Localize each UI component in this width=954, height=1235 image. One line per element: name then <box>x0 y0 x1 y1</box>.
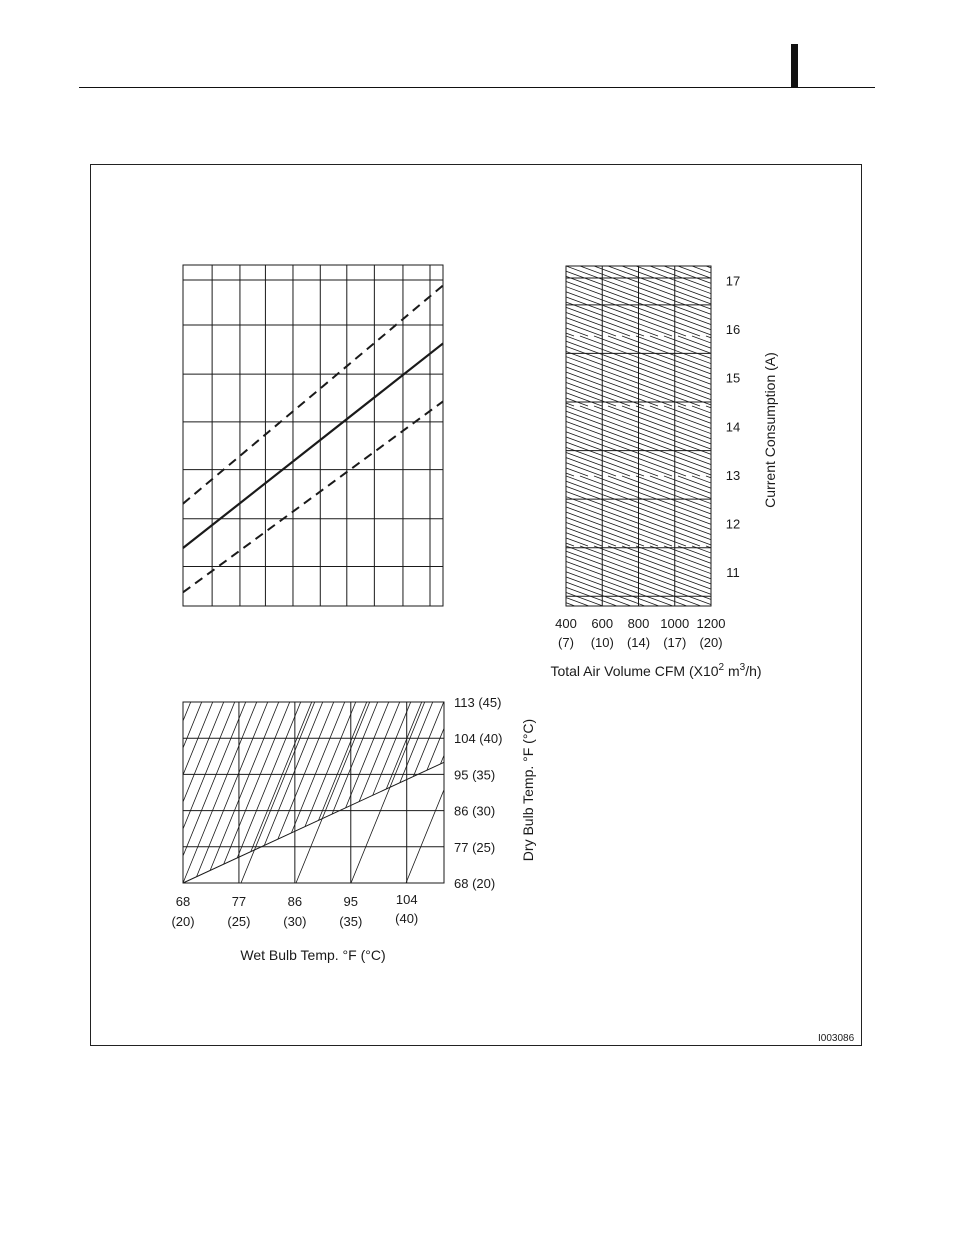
chart-b-hatch-line <box>272 406 462 476</box>
chart-b-hatch-line <box>398 336 588 406</box>
chart-c-xtick-sublabel: (20) <box>171 914 195 929</box>
chart-b-hatch-line <box>6 546 196 616</box>
chart-b-hatch-line <box>342 406 532 476</box>
chart-b-hatch-line <box>566 476 756 546</box>
chart-b-hatch-line <box>706 406 896 476</box>
chart-b-hatch-line <box>426 476 616 546</box>
chart-b-hatch-line <box>804 406 954 476</box>
chart-c-hatch-line <box>161 662 251 883</box>
chart-c-hatch-line <box>7 662 97 883</box>
chart-b-hatch-line <box>874 266 954 336</box>
chart-b-hatch-line <box>706 476 896 546</box>
chart-b-hatch-line <box>510 266 700 336</box>
chart-b-hatch-line <box>692 266 882 336</box>
chart-b-hatch-line <box>944 266 954 336</box>
chart-c-hatch-line <box>73 662 163 883</box>
chart-a-border <box>183 265 443 606</box>
chart-b-hatch-line <box>118 336 308 406</box>
chart-c-xtick-label: 104 <box>395 892 418 907</box>
chart-c-ytick-label: 68 (20) <box>454 876 496 891</box>
chart-b-hatch-line <box>860 406 954 476</box>
chart-c-xtick-label: 77 <box>231 894 247 909</box>
chart-b-hatch-line <box>384 406 574 476</box>
chart-b-hatch-line <box>622 406 812 476</box>
chart-b-hatch-line <box>482 336 672 406</box>
chart-b-x-ticks <box>555 616 725 650</box>
chart-b-hatch-line <box>832 336 954 406</box>
chart-b-hatch-line <box>132 336 322 406</box>
chart-c-hatch-line <box>0 662 86 883</box>
chart-b-hatch-line <box>370 336 560 406</box>
chart-b-hatch-line <box>510 336 700 406</box>
chart-b-hatch-line <box>860 546 954 616</box>
chart-a-grid <box>183 265 443 606</box>
chart-b-ytick-label: 15 <box>725 370 741 386</box>
chart-b-hatch-line <box>342 476 532 546</box>
chart-b-hatch <box>6 266 954 616</box>
chart-a-plot <box>183 265 443 606</box>
chart-b-hatch-line <box>370 476 560 546</box>
chart-b-hatch-line <box>888 336 954 406</box>
chart-b-hatch-line <box>664 406 854 476</box>
chart-b-hatch-line <box>804 546 954 616</box>
chart-c-hatch-line <box>0 662 64 883</box>
chart-b-hatch-line <box>720 476 910 546</box>
chart-b-hatch-line <box>216 476 406 546</box>
chart-b-hatch-line <box>692 476 882 546</box>
chart-b-xtick-label: 1000 <box>660 616 690 631</box>
chart-b-hatch-line <box>678 266 868 336</box>
chart-b-hatch-line <box>552 476 742 546</box>
chart-b-hatch-line <box>930 336 954 406</box>
chart-b-hatch-line <box>860 336 954 406</box>
chart-b-hatch-line <box>146 336 336 406</box>
chart-b-hatch-line <box>398 406 588 476</box>
chart-b-hatch-line <box>776 476 954 546</box>
chart-c-hatch <box>0 662 592 883</box>
chart-b-hatch-line <box>174 476 364 546</box>
chart-b-hatch-line <box>832 476 954 546</box>
chart-b-hatch-line <box>944 336 954 406</box>
chart-b-ylabel: Current Consumption (A) <box>762 352 778 508</box>
chart-b-hatch-line <box>552 406 742 476</box>
chart-c-hatch-line <box>172 662 262 883</box>
chart-c-ytick-label: 86 (30) <box>454 803 496 819</box>
chart-b-hatch-line <box>272 336 462 406</box>
chart-b-hatch-line <box>944 476 954 546</box>
chart-b-hatch-line <box>930 266 954 336</box>
chart-c-hatch-line <box>502 662 592 883</box>
chart-b-hatch-line <box>202 336 392 406</box>
chart-b-hatch-line <box>440 476 630 546</box>
chart-b-hatch-line <box>818 476 954 546</box>
chart-b-hatch-line <box>650 266 840 336</box>
chart-b-hatch-line <box>846 336 954 406</box>
chart-b-hatch-line <box>874 406 954 476</box>
chart-c-ylabel: Dry Bulb Temp. °F (°C) <box>520 718 536 862</box>
chart-b-hatch-line <box>328 476 518 546</box>
chart-b-ytick-label: 17 <box>725 273 741 289</box>
chart-b-hatch-line <box>146 406 336 476</box>
chart-b-hatch-line <box>846 476 954 546</box>
chart-b-hatch-line <box>846 266 954 336</box>
chart-b-hatch-line <box>90 476 280 546</box>
chart-b-hatch-line <box>650 336 840 406</box>
chart-b-xtick-label: 800 <box>627 616 650 631</box>
chart-b-hatch-line <box>622 336 812 406</box>
chart-b-hatch-line <box>412 406 602 476</box>
chart-b-hatch-line <box>832 406 954 476</box>
chart-b-hatch-line <box>244 336 434 406</box>
chart-b-hatch-line <box>776 406 954 476</box>
chart-b-hatch-line <box>944 546 954 616</box>
chart-b-hatch-line <box>188 336 378 406</box>
chart-b-hatch-line <box>664 336 854 406</box>
chart-b-hatch-line <box>916 476 954 546</box>
chart-c-hatch-line <box>84 662 174 883</box>
chart-b-hatch-line <box>174 336 364 406</box>
chart-b-hatch-line <box>384 476 574 546</box>
chart-c-hatch-line <box>128 662 218 883</box>
chart-b-hatch-line <box>762 336 952 406</box>
chart-b-hatch-line <box>20 546 210 616</box>
chart-b-hatch-line <box>902 266 954 336</box>
chart-b-hatch-line <box>412 476 602 546</box>
chart-b-hatch-line <box>902 476 954 546</box>
chart-b-hatch-line <box>594 336 784 406</box>
chart-b-hatch-line <box>888 546 954 616</box>
chart-a-series-line-1 <box>183 285 443 503</box>
chart-b-hatch-line <box>496 266 686 336</box>
chart-c-xtick-label: 68 <box>175 894 191 909</box>
chart-b-hatch-line <box>930 546 954 616</box>
chart-b-hatch-line <box>874 546 954 616</box>
chart-b-hatch-line <box>62 336 252 406</box>
chart-b-hatch-line <box>454 266 644 336</box>
chart-b-hatch-line <box>706 546 896 616</box>
chart-b-hatch-line <box>636 406 826 476</box>
chart-b-hatch-line <box>468 406 658 476</box>
chart-b-hatch-line <box>860 266 954 336</box>
chart-b-hatch-line <box>244 406 434 476</box>
chart-c-xtick-label: 95 <box>343 894 359 909</box>
chart-c-hatch-line <box>51 662 141 883</box>
chart-b-hatch-line <box>20 336 210 406</box>
chart-b-hatch-line <box>734 266 924 336</box>
chart-b-hatch-line <box>286 336 476 406</box>
chart-b-hatch-line <box>650 406 840 476</box>
chart-b-xtick-label: 400 <box>555 616 577 631</box>
chart-b-hatch-line <box>762 546 952 616</box>
chart-b-hatch-line <box>76 406 266 476</box>
chart-b-hatch-line <box>622 266 812 336</box>
chart-b-hatch-line <box>818 546 954 616</box>
chart-b-hatch-line <box>258 476 448 546</box>
chart-b-hatch-line <box>468 266 658 336</box>
chart-b-hatch-line <box>496 476 686 546</box>
chart-c-hatch-line <box>29 662 119 883</box>
chart-b-hatch-line <box>48 336 238 406</box>
chart-b-hatch-line <box>510 476 700 546</box>
chart-b-hatch-line <box>790 406 954 476</box>
chart-b-hatch-line <box>874 336 954 406</box>
chart-b-hatch-line <box>48 406 238 476</box>
chart-b-hatch-line <box>34 336 224 406</box>
chart-b-hatch-line <box>818 406 954 476</box>
chart-b-hatch-line <box>916 266 954 336</box>
chart-b-hatch-line <box>594 266 784 336</box>
chart-b-hatch-line <box>594 406 784 476</box>
chart-b-hatch-line <box>720 336 910 406</box>
chart-b-hatch-line <box>664 476 854 546</box>
chart-b-hatch-line <box>594 476 784 546</box>
chart-b-hatch-line <box>286 406 476 476</box>
chart-b-hatch-line <box>804 336 954 406</box>
chart-b-hatch-line <box>230 336 420 406</box>
chart-b-hatch-line <box>76 476 266 546</box>
chart-b-hatch-line <box>6 266 196 336</box>
chart-b-hatch-line <box>244 476 434 546</box>
chart-b-hatch-line <box>426 266 616 336</box>
chart-c-plot <box>0 662 592 963</box>
chart-b-hatch-line <box>384 336 574 406</box>
chart-b-hatch-line <box>314 476 504 546</box>
chart-c-xtick-sublabel: (40) <box>395 911 419 926</box>
chart-b-hatch-line <box>132 406 322 476</box>
chart-b-hatch-line <box>790 266 954 336</box>
chart-b-hatch-line <box>790 546 954 616</box>
chart-b-hatch-line <box>118 406 308 476</box>
chart-b-hatch-line <box>552 266 742 336</box>
chart-b-hatch-line <box>832 546 954 616</box>
chart-b-hatch-line <box>90 336 280 406</box>
chart-b-hatch-line <box>6 336 196 406</box>
chart-b-hatch-line <box>524 336 714 406</box>
chart-b-hatch-line <box>552 336 742 406</box>
chart-b-hatch-line <box>650 476 840 546</box>
chart-c-hatch-line <box>40 662 130 883</box>
chart-c-hatch-line <box>491 662 581 883</box>
chart-b-ytick-label: 14 <box>725 419 741 435</box>
chart-b-hatch-line <box>818 336 954 406</box>
chart-c-hatch-line <box>139 662 229 883</box>
chart-b-hatch-line <box>20 476 210 546</box>
chart-b-hatch-line <box>160 476 350 546</box>
chart-b-hatch-line <box>916 336 954 406</box>
chart-b-hatch-line <box>258 336 448 406</box>
chart-b-xtick-sublabel: (17) <box>663 635 687 650</box>
chart-b-hatch-line <box>790 336 954 406</box>
chart-b-hatch-line <box>692 546 882 616</box>
chart-b-xtick-label: 1200 <box>696 616 726 631</box>
chart-b-hatch-line <box>720 266 910 336</box>
chart-b-hatch-line <box>832 266 954 336</box>
chart-b-hatch-line <box>202 406 392 476</box>
chart-b-hatch-line <box>454 336 644 406</box>
chart-b-xtick-sublabel: (10) <box>590 635 614 650</box>
chart-b-xtick-sublabel: (20) <box>699 635 723 650</box>
chart-b-hatch-line <box>454 406 644 476</box>
chart-b-hatch-line <box>468 476 658 546</box>
chart-b-hatch-line <box>300 406 490 476</box>
chart-b-hatch-line <box>608 266 798 336</box>
chart-b-xtick-sublabel: (14) <box>626 635 651 650</box>
chart-b-ytick-label: 12 <box>725 516 741 532</box>
chart-b-hatch-line <box>34 406 224 476</box>
chart-c-hatch-line <box>95 662 185 883</box>
chart-b-hatch-line <box>34 476 224 546</box>
chart-b-hatch-line <box>692 336 882 406</box>
chart-b-hatch-line <box>930 476 954 546</box>
chart-b-hatch-line <box>804 266 954 336</box>
chart-b-hatch-line <box>20 266 210 336</box>
chart-b-hatch-line <box>762 406 952 476</box>
chart-b-hatch-line <box>692 406 882 476</box>
chart-c-xtick-sublabel: (25) <box>227 914 251 929</box>
chart-c-ytick-label: 113 (45) <box>454 695 502 710</box>
chart-b-hatch-line <box>356 476 546 546</box>
chart-b-hatch-line <box>356 406 546 476</box>
chart-b-hatch-line <box>146 476 336 546</box>
chart-b-hatch-line <box>454 476 644 546</box>
chart-b-hatch-line <box>356 336 546 406</box>
chart-b-hatch-line <box>48 476 238 546</box>
chart-c-y-ticks <box>454 695 502 891</box>
chart-b-hatch-line <box>118 476 308 546</box>
chart-b-xlabel: Total Air Volume CFM ($X10^2$ $m^3/h$) <box>550 662 762 679</box>
chart-b-hatch-line <box>510 406 700 476</box>
chart-b-hatch-line <box>160 406 350 476</box>
chart-b-hatch-line <box>874 476 954 546</box>
chart-b-hatch-line <box>272 476 462 546</box>
chart-b-hatch-line <box>734 546 924 616</box>
chart-b-hatch-line <box>188 476 378 546</box>
chart-b-hatch-line <box>888 476 954 546</box>
chart-b-hatch-line <box>300 336 490 406</box>
chart-b-hatch-line <box>748 266 938 336</box>
chart-b-hatch-line <box>930 406 954 476</box>
chart-b-hatch-line <box>762 266 952 336</box>
chart-b-hatch-line <box>76 336 266 406</box>
chart-b-hatch-line <box>314 406 504 476</box>
chart-b-hatch-line <box>902 336 954 406</box>
chart-b-hatch-line <box>160 336 350 406</box>
chart-b-hatch-line <box>846 546 954 616</box>
chart-b-hatch-line <box>20 406 210 476</box>
chart-b-hatch-line <box>174 406 364 476</box>
chart-b-hatch-line <box>300 476 490 546</box>
chart-b-hatch-line <box>468 336 658 406</box>
chart-b-xtick-label: 600 <box>591 616 614 631</box>
chart-b-hatch-line <box>888 266 954 336</box>
chart-c-xtick-sublabel: (30) <box>283 914 307 929</box>
chart-b-hatch-line <box>720 546 910 616</box>
chart-b-hatch-line <box>804 476 954 546</box>
chart-a-lines <box>183 285 443 592</box>
chart-c-hatch-line <box>18 662 108 883</box>
chart-b-hatch-line <box>62 476 252 546</box>
chart-b-hatch-line <box>762 476 952 546</box>
chart-b-hatch-line <box>496 336 686 406</box>
chart-b-y-ticks <box>726 274 740 580</box>
chart-b-hatch-line <box>440 266 630 336</box>
chart-b-hatch-line <box>776 336 954 406</box>
chart-c-ytick-label: 104 (40) <box>454 731 503 747</box>
chart-b-hatch-line <box>286 476 476 546</box>
chart-b-hatch-line <box>902 546 954 616</box>
chart-b-ytick-label: 11 <box>726 565 740 580</box>
chart-a-series-line-3 <box>183 401 443 592</box>
chart-c-xlabel: Wet Bulb Temp. °F (°C) <box>240 947 386 963</box>
chart-b-hatch-line <box>482 406 672 476</box>
chart-b-hatch-line <box>944 406 954 476</box>
chart-b-hatch-line <box>6 476 196 546</box>
chart-c-hatch-line <box>62 662 152 883</box>
chart-b-hatch-line <box>916 546 954 616</box>
chart-b-hatch-line <box>524 476 714 546</box>
chart-c-xtick-label: 86 <box>287 894 303 909</box>
chart-c-ytick-label: 95 (35) <box>454 767 496 783</box>
chart-b-hatch-line <box>664 266 854 336</box>
chart-b-hatch-line <box>860 476 954 546</box>
chart-b-hatch-line <box>636 476 826 546</box>
chart-b-hatch-line <box>566 406 756 476</box>
chart-b-hatch-line <box>720 406 910 476</box>
chart-b-hatch-line <box>776 546 954 616</box>
chart-c-ytick-label: 77 (25) <box>454 839 496 855</box>
chart-b-hatch-line <box>748 546 938 616</box>
chart-b-hatch-line <box>916 406 954 476</box>
chart-c-hatch-line <box>117 662 207 883</box>
chart-b-hatch-line <box>440 336 630 406</box>
chart-b-hatch-line <box>328 336 518 406</box>
chart-c-hatch-line <box>0 662 53 883</box>
chart-b-hatch-line <box>902 406 954 476</box>
chart-b-hatch-line <box>776 266 954 336</box>
chart-b-hatch-line <box>524 406 714 476</box>
chart-b-ytick-label: 16 <box>725 322 741 338</box>
chart-b-hatch-line <box>6 406 196 476</box>
chart-b-hatch-line <box>790 476 954 546</box>
chart-b-hatch-line <box>846 406 954 476</box>
chart-b-hatch-line <box>90 406 280 476</box>
chart-b-hatch-line <box>524 266 714 336</box>
chart-b-hatch-line <box>62 406 252 476</box>
chart-b-hatch-line <box>622 476 812 546</box>
chart-b-hatch-line <box>496 406 686 476</box>
chart-b-hatch-line <box>482 476 672 546</box>
chart-b-ytick-label: 13 <box>725 467 741 483</box>
chart-c-xtick-sublabel: (35) <box>339 914 363 929</box>
chart-b-hatch-line <box>888 406 954 476</box>
figure-id: I003086 <box>818 1033 855 1044</box>
chart-c-hatch-line <box>150 662 240 883</box>
chart-b-hatch-line <box>230 476 420 546</box>
chart-b-plot <box>6 266 954 679</box>
chart-b-hatch-line <box>370 406 560 476</box>
chart-b-hatch-line <box>398 476 588 546</box>
chart-c-x-ticks <box>171 892 418 929</box>
chart-b-hatch-line <box>426 336 616 406</box>
chart-b-xtick-sublabel: (7) <box>558 635 574 650</box>
chart-b-hatch-line <box>440 406 630 476</box>
chart-b-hatch-line <box>426 406 616 476</box>
chart-c-hatch-line <box>0 662 75 883</box>
chart-b-hatch-line <box>216 406 406 476</box>
chart-b-hatch-line <box>482 266 672 336</box>
chart-b-hatch-line <box>818 266 954 336</box>
